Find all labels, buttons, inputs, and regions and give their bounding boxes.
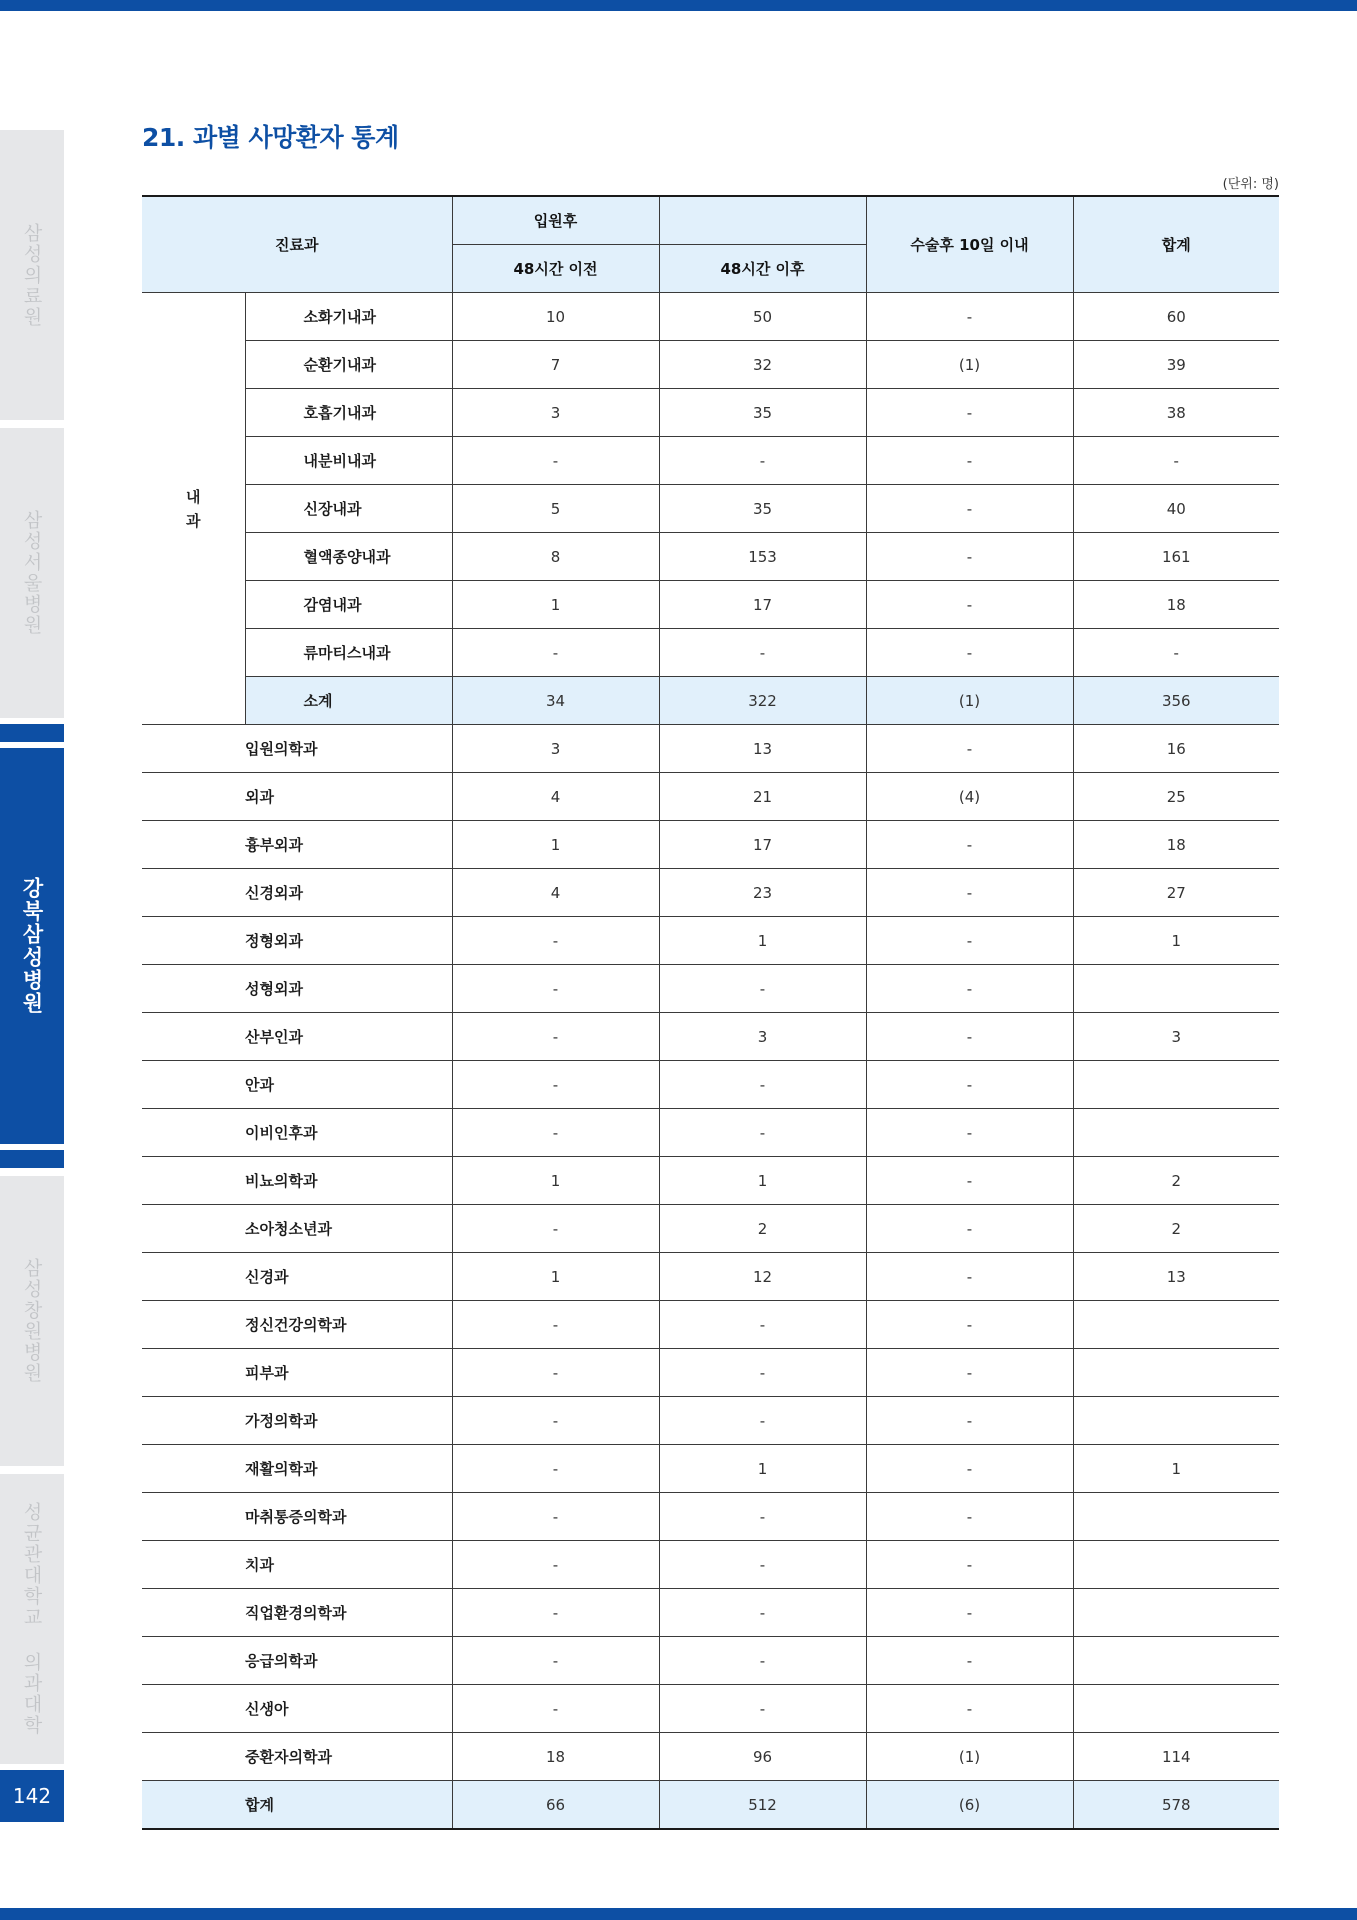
cell-post-surgery: - (866, 725, 1073, 773)
cell-post-surgery: (1) (866, 677, 1073, 725)
cell-after-48h: 32 (659, 341, 866, 389)
cell-after-48h: - (659, 1109, 866, 1157)
cell-after-48h: 17 (659, 581, 866, 629)
cell-after-48h: - (659, 1493, 866, 1541)
cell-after-48h: - (659, 1685, 866, 1733)
header-total: 합계 (1073, 196, 1279, 293)
cell-before-48h: - (452, 437, 659, 485)
table-row (142, 1685, 1279, 1733)
row-name: 안과 (142, 1061, 452, 1109)
cell-total: 18 (1073, 581, 1279, 629)
cell-post-surgery: - (866, 533, 1073, 581)
table-row (142, 1445, 1279, 1493)
row-name: 산부인과 (142, 1013, 452, 1061)
cell-post-surgery: - (866, 1349, 1073, 1397)
cell-post-surgery: - (866, 1685, 1073, 1733)
page-title: 21. 과별 사망환자 통계 (142, 123, 399, 152)
table-row (142, 1253, 1279, 1301)
header-after-admission: 입원후 (452, 196, 659, 245)
cell-after-48h: - (659, 1589, 866, 1637)
table-row (142, 773, 1279, 821)
cell-before-48h: - (452, 1397, 659, 1445)
table-row (142, 629, 1279, 677)
cell-total (1073, 1589, 1279, 1637)
row-name: 정신건강의학과 (142, 1301, 452, 1349)
cell-post-surgery: - (866, 1445, 1073, 1493)
cell-total (1073, 1637, 1279, 1685)
cell-total (1073, 1541, 1279, 1589)
group-label-char: 과 (186, 511, 201, 530)
cell-before-48h: 4 (452, 773, 659, 821)
cell-before-48h: 1 (452, 1253, 659, 1301)
side-tab-samsung-seoul-hospital[interactable] (0, 428, 64, 718)
cell-after-48h: - (659, 1349, 866, 1397)
cell-before-48h: 18 (452, 1733, 659, 1781)
cell-post-surgery: - (866, 1013, 1073, 1061)
cell-after-48h: - (659, 1061, 866, 1109)
row-name: 가정의학과 (142, 1397, 452, 1445)
table-row (142, 389, 1279, 437)
cell-before-48h: - (452, 1109, 659, 1157)
row-name: 성형외과 (142, 965, 452, 1013)
cell-before-48h: - (452, 1637, 659, 1685)
row-name: 감염내과 (245, 581, 452, 629)
table-row (142, 1541, 1279, 1589)
cell-total (1073, 965, 1279, 1013)
table-row (142, 485, 1279, 533)
cell-before-48h: - (452, 1205, 659, 1253)
cell-post-surgery: - (866, 1253, 1073, 1301)
cell-before-48h: 1 (452, 1157, 659, 1205)
cell-before-48h: 10 (452, 293, 659, 341)
cell-before-48h: - (452, 629, 659, 677)
cell-total: 40 (1073, 485, 1279, 533)
cell-post-surgery: - (866, 1157, 1073, 1205)
cell-after-48h: 35 (659, 389, 866, 437)
table-row (142, 1205, 1279, 1253)
cell-after-48h: - (659, 437, 866, 485)
side-tab-samsung-changwon-hospital[interactable] (0, 1176, 64, 1466)
cell-total: 16 (1073, 725, 1279, 773)
cell-after-48h: - (659, 1301, 866, 1349)
row-name: 소계 (245, 677, 452, 725)
cell-total: 38 (1073, 389, 1279, 437)
cell-before-48h: - (452, 1541, 659, 1589)
cell-before-48h: 4 (452, 869, 659, 917)
cell-post-surgery: - (866, 1061, 1073, 1109)
cell-after-48h: - (659, 965, 866, 1013)
cell-post-surgery: - (866, 1301, 1073, 1349)
table-row (142, 1349, 1279, 1397)
row-name: 마취통증의학과 (142, 1493, 452, 1541)
tab-accent-divider (0, 1150, 64, 1168)
cell-before-48h: - (452, 1061, 659, 1109)
cell-total: 161 (1073, 533, 1279, 581)
cell-before-48h: - (452, 917, 659, 965)
row-name: 혈액종양내과 (245, 533, 452, 581)
cell-total (1073, 1493, 1279, 1541)
cell-total (1073, 1397, 1279, 1445)
unit-note: (단위: 명) (1222, 177, 1279, 192)
subtotal-row (142, 677, 1279, 725)
cell-before-48h: - (452, 965, 659, 1013)
cell-before-48h: - (452, 1589, 659, 1637)
row-name: 이비인후과 (142, 1109, 452, 1157)
cell-total: 1 (1073, 917, 1279, 965)
row-name: 흉부외과 (142, 821, 452, 869)
cell-total: 356 (1073, 677, 1279, 725)
cell-post-surgery: (1) (866, 341, 1073, 389)
cell-post-surgery: - (866, 1541, 1073, 1589)
cell-after-48h: 21 (659, 773, 866, 821)
row-name: 소아청소년과 (142, 1205, 452, 1253)
cell-after-48h: 13 (659, 725, 866, 773)
table-row (142, 1013, 1279, 1061)
cell-before-48h: 5 (452, 485, 659, 533)
cell-post-surgery: - (866, 869, 1073, 917)
table-row (142, 1109, 1279, 1157)
table-row (142, 581, 1279, 629)
table-row (142, 1637, 1279, 1685)
row-name: 신경외과 (142, 869, 452, 917)
death-statistics-table (142, 195, 1279, 1830)
cell-after-48h: - (659, 1541, 866, 1589)
cell-before-48h: 1 (452, 821, 659, 869)
cell-total: 39 (1073, 341, 1279, 389)
table-row (142, 1589, 1279, 1637)
side-tab-label: 삼성의료원 (20, 222, 43, 328)
cell-after-48h: 96 (659, 1733, 866, 1781)
side-tab-label: 삼성창원병원 (20, 1258, 43, 1384)
table-row (142, 965, 1279, 1013)
cell-total: 2 (1073, 1157, 1279, 1205)
side-tab-label: 삼성서울병원 (20, 510, 43, 636)
cell-before-48h: - (452, 1349, 659, 1397)
cell-before-48h: 7 (452, 341, 659, 389)
row-name: 신경과 (142, 1253, 452, 1301)
table-row (142, 341, 1279, 389)
cell-before-48h: 34 (452, 677, 659, 725)
cell-post-surgery: - (866, 917, 1073, 965)
table-row (142, 1061, 1279, 1109)
table-row (142, 293, 1279, 341)
row-name: 입원의학과 (142, 725, 452, 773)
header-after-48h: 48시간 이후 (659, 245, 866, 293)
row-name: 합계 (142, 1781, 452, 1830)
row-name: 신장내과 (245, 485, 452, 533)
cell-after-48h: 12 (659, 1253, 866, 1301)
side-tab-skku-medical-school[interactable] (0, 1474, 64, 1764)
row-name: 류마티스내과 (245, 629, 452, 677)
cell-before-48h: - (452, 1685, 659, 1733)
cell-after-48h: 1 (659, 1157, 866, 1205)
cell-post-surgery: - (866, 821, 1073, 869)
cell-post-surgery: - (866, 437, 1073, 485)
cell-before-48h: 1 (452, 581, 659, 629)
cell-before-48h: - (452, 1445, 659, 1493)
table-row (142, 1301, 1279, 1349)
table-row (142, 725, 1279, 773)
tab-accent-divider (0, 724, 64, 742)
side-tab-label: 강북삼성병원 (20, 877, 44, 1015)
cell-post-surgery: (6) (866, 1781, 1073, 1830)
row-name: 직업환경의학과 (142, 1589, 452, 1637)
cell-total: 2 (1073, 1205, 1279, 1253)
top-accent-bar (0, 0, 1357, 11)
table-row (142, 1733, 1279, 1781)
cell-after-48h: 512 (659, 1781, 866, 1830)
table-row (142, 1157, 1279, 1205)
bottom-accent-bar (0, 1908, 1357, 1920)
cell-post-surgery: - (866, 1109, 1073, 1157)
cell-total: 13 (1073, 1253, 1279, 1301)
row-name: 외과 (142, 773, 452, 821)
row-name: 중환자의학과 (142, 1733, 452, 1781)
row-name: 비뇨의학과 (142, 1157, 452, 1205)
cell-total: - (1073, 629, 1279, 677)
cell-post-surgery: (1) (866, 1733, 1073, 1781)
table-row (142, 821, 1279, 869)
cell-total (1073, 1301, 1279, 1349)
row-name: 정형외과 (142, 917, 452, 965)
table-row (142, 1493, 1279, 1541)
cell-post-surgery: (4) (866, 773, 1073, 821)
cell-total: 25 (1073, 773, 1279, 821)
header-empty (659, 196, 866, 245)
cell-after-48h: 322 (659, 677, 866, 725)
row-name: 신생아 (142, 1685, 452, 1733)
cell-post-surgery: - (866, 293, 1073, 341)
cell-total (1073, 1061, 1279, 1109)
cell-after-48h: 1 (659, 1445, 866, 1493)
row-name: 피부과 (142, 1349, 452, 1397)
table-row (142, 1397, 1279, 1445)
cell-before-48h: 3 (452, 389, 659, 437)
side-tab-kangbuk-samsung-hospital[interactable] (0, 748, 64, 1144)
cell-after-48h: 17 (659, 821, 866, 869)
cell-after-48h: 35 (659, 485, 866, 533)
row-name: 호흡기내과 (245, 389, 452, 437)
cell-after-48h: 153 (659, 533, 866, 581)
cell-post-surgery: - (866, 1589, 1073, 1637)
cell-after-48h: 2 (659, 1205, 866, 1253)
cell-after-48h: - (659, 1397, 866, 1445)
side-tab-label: 성균관대학교 의과대학 (20, 1502, 43, 1736)
row-name: 응급의학과 (142, 1637, 452, 1685)
side-tab-samsung-medical-center[interactable] (0, 130, 64, 420)
row-name: 치과 (142, 1541, 452, 1589)
cell-total (1073, 1109, 1279, 1157)
cell-after-48h: 50 (659, 293, 866, 341)
table-row (142, 869, 1279, 917)
cell-total (1073, 1685, 1279, 1733)
row-name: 순환기내과 (245, 341, 452, 389)
cell-total (1073, 1349, 1279, 1397)
cell-post-surgery: - (866, 629, 1073, 677)
page-number: 142 (0, 1770, 64, 1822)
row-name: 내분비내과 (245, 437, 452, 485)
cell-after-48h: 3 (659, 1013, 866, 1061)
cell-before-48h: 66 (452, 1781, 659, 1830)
cell-total: 1 (1073, 1445, 1279, 1493)
departments-body (142, 725, 1279, 1781)
row-name: 재활의학과 (142, 1445, 452, 1493)
cell-total: 27 (1073, 869, 1279, 917)
cell-before-48h: - (452, 1013, 659, 1061)
internal-medicine-group-label (142, 293, 245, 725)
cell-post-surgery: - (866, 485, 1073, 533)
cell-after-48h: 23 (659, 869, 866, 917)
cell-before-48h: 8 (452, 533, 659, 581)
cell-post-surgery: - (866, 581, 1073, 629)
cell-total: 18 (1073, 821, 1279, 869)
cell-post-surgery: - (866, 389, 1073, 437)
cell-total: 60 (1073, 293, 1279, 341)
cell-post-surgery: - (866, 1397, 1073, 1445)
header-before-48h: 48시간 이전 (452, 245, 659, 293)
cell-total: - (1073, 437, 1279, 485)
cell-before-48h: - (452, 1301, 659, 1349)
cell-before-48h: - (452, 1493, 659, 1541)
row-name: 소화기내과 (245, 293, 452, 341)
cell-before-48h: 3 (452, 725, 659, 773)
cell-post-surgery: - (866, 1493, 1073, 1541)
header-post-surgery: 수술후 10일 이내 (866, 196, 1073, 293)
table-row (142, 533, 1279, 581)
grand-total-row (142, 1781, 1279, 1830)
group-label-char: 내 (186, 487, 201, 506)
cell-after-48h: - (659, 1637, 866, 1685)
table-row (142, 437, 1279, 485)
cell-total: 578 (1073, 1781, 1279, 1830)
cell-after-48h: - (659, 629, 866, 677)
cell-post-surgery: - (866, 1637, 1073, 1685)
cell-post-surgery: - (866, 965, 1073, 1013)
cell-after-48h: 1 (659, 917, 866, 965)
table-row (142, 917, 1279, 965)
cell-total: 114 (1073, 1733, 1279, 1781)
cell-total: 3 (1073, 1013, 1279, 1061)
header-department: 진료과 (142, 196, 452, 293)
cell-post-surgery: - (866, 1205, 1073, 1253)
